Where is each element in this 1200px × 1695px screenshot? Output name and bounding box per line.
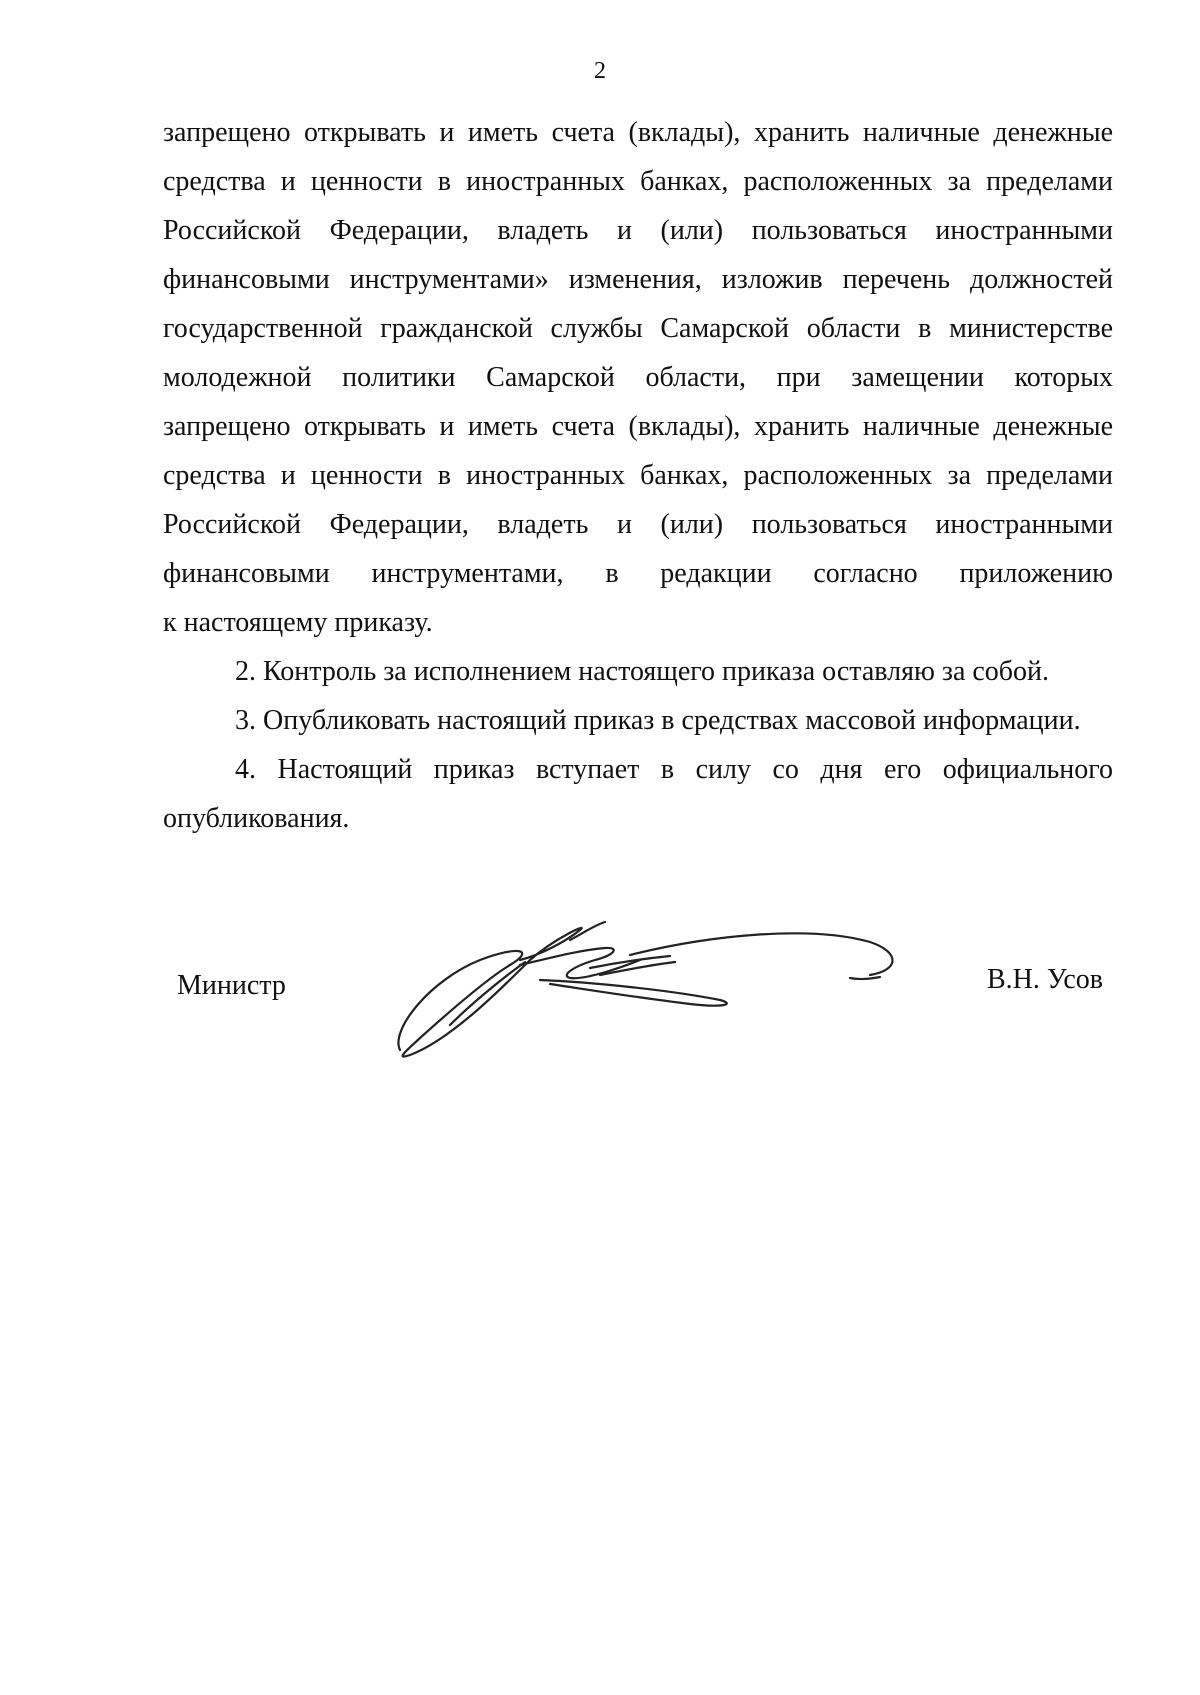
signatory-name: В.Н. Усов bbox=[987, 964, 1104, 995]
text-line: запрещено открывать и иметь счета (вклады), хранить наличные денежные bbox=[163, 411, 1113, 442]
text-line: молодежной политики Самарской области, при замещении которых bbox=[163, 362, 1113, 393]
signatory-position: Министр bbox=[177, 970, 286, 1001]
text-line: государственной гражданской службы Самарской области в министерстве bbox=[163, 313, 1113, 344]
item-4-line: опубликования. bbox=[163, 803, 350, 834]
text-line: финансовыми инструментами» изменения, изложив перечень должностей bbox=[163, 264, 1113, 295]
text-line: Российской Федерации, владеть и (или) пользоваться иностранными bbox=[163, 215, 1113, 246]
handwritten-signature bbox=[390, 920, 970, 1070]
page-number: 2 bbox=[594, 58, 606, 84]
signature-block bbox=[0, 920, 1200, 1080]
document-body bbox=[163, 108, 1113, 843]
item-3: 3. Опубликовать настоящий приказ в средствах массовой информации. bbox=[235, 705, 1081, 736]
item-2: 2. Контроль за исполнением настоящего приказа оставляю за собой. bbox=[235, 656, 1050, 687]
text-line: Российской Федерации, владеть и (или) пользоваться иностранными bbox=[163, 509, 1113, 540]
text-line: средства и ценности в иностранных банках, расположенных за пределами bbox=[163, 166, 1113, 197]
text-line: финансовыми инструментами, в редакции согласно приложению bbox=[163, 558, 1113, 589]
item-4-line: 4. Настоящий приказ вступает в силу со дня его официального bbox=[235, 754, 1113, 785]
text-line: запрещено открывать и иметь счета (вклады), хранить наличные денежные bbox=[163, 117, 1113, 148]
text-line: к настоящему приказу. bbox=[163, 607, 433, 638]
text-line: средства и ценности в иностранных банках, расположенных за пределами bbox=[163, 460, 1113, 491]
